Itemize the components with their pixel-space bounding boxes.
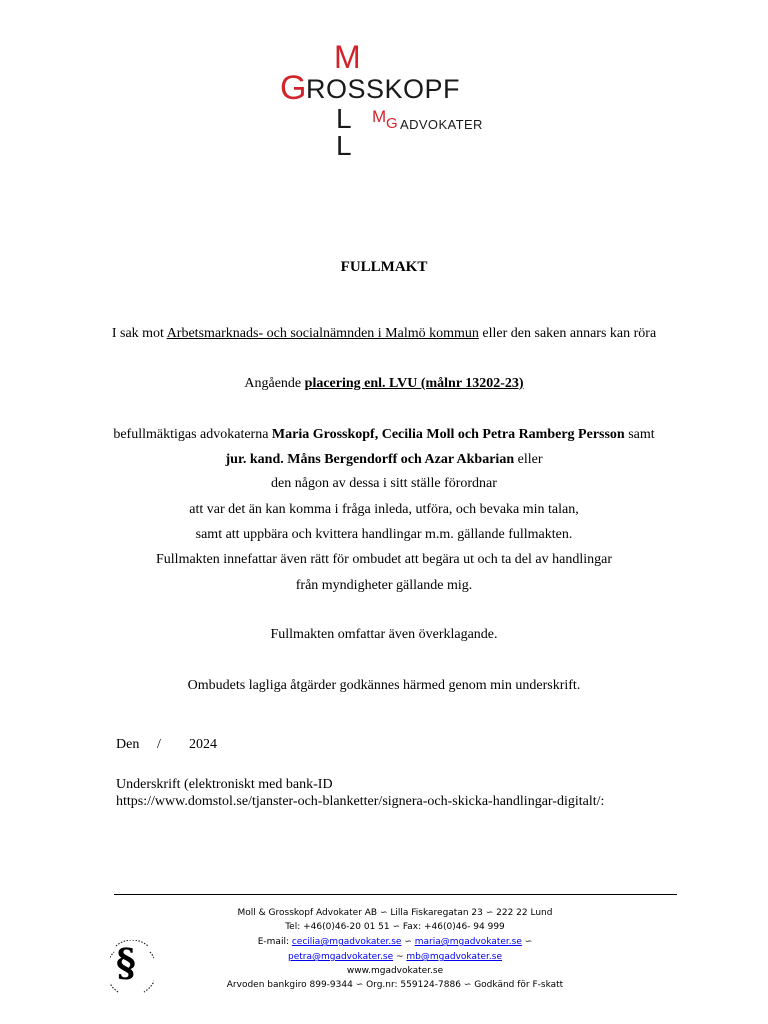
attorneys-suffix: samt [624, 427, 655, 442]
jurist-names: jur. kand. Måns Bergendorff och Azar Akbarian [225, 452, 515, 467]
logo-letter-g: G [280, 69, 307, 107]
footer-email-line-2 [200, 951, 590, 963]
logo-mg-g: G [386, 115, 398, 132]
seal-symbol: § [116, 940, 136, 985]
case-suffix: eller den saken annars kan röra [478, 326, 657, 341]
footer-website[interactable]: www.mgadvokater.se [346, 966, 444, 976]
line-documents-right: Fullmakten innefattar även rätt för ombudet att begära ut och ta del av handlingar [156, 552, 612, 567]
email-separator-1: ∽ [401, 937, 415, 947]
footer-address: Moll & Grosskopf Advokater AB ∽ Lilla Fiskaregatan 23 ∽ 222 22 Lund [237, 908, 553, 918]
matter-description: placering enl. LVU (målnr 13202-23) [304, 376, 524, 391]
email-separator-2: ∽ [521, 937, 533, 947]
date-year: 2024 [189, 737, 217, 752]
logo-rosskopf: ROSSKOPF [306, 74, 461, 104]
date-slash: / [157, 737, 161, 752]
email-petra-link[interactable]: petra@mgadvokater.se [287, 952, 394, 962]
bar-association-seal [110, 940, 154, 998]
jurists-suffix: eller [514, 452, 543, 467]
date-label: Den [116, 737, 140, 752]
case-prefix: I sak mot [111, 326, 167, 341]
signature-label: Underskrift (elektroniskt med bank-ID [116, 777, 333, 792]
line-attorneys [0, 427, 768, 443]
line-mandate: att var det än kan komma i fråga inleda, utföra, och bevaka min talan, [189, 502, 579, 517]
email-mb-link[interactable]: mb@mgadvokater.se [406, 952, 503, 962]
signature-url[interactable]: https://www.domstol.se/tjanster-och-blanketter/signera-och-skicka-handlingar-digitalt/: [116, 794, 605, 809]
line-substitute: den någon av dessa i sitt ställe förordnar [271, 476, 497, 491]
document-title: FULLMAKT [340, 259, 428, 275]
logo-letter-m: M [334, 39, 361, 75]
opposing-party: Arbetsmarknads- och socialnämnden i Malmö kommun [166, 326, 479, 341]
footer-email-line [200, 936, 590, 948]
logo-letter-l-1: L [336, 103, 352, 134]
footer-phone: Tel: +46(0)46-20 01 51 ∽ Fax: +46(0)46- 94 999 [285, 922, 505, 932]
email-maria-link[interactable]: maria@mgadvokater.se [414, 937, 522, 947]
footer-bank-info: Arvoden bankgiro 899-9344 ∽ Org.nr: 559124-7886 ∽ Godkänd för F-skatt [226, 980, 564, 990]
line-case-party [0, 326, 768, 342]
line-matter [0, 376, 768, 392]
attorneys-prefix: befullmäktigas advokaterna [113, 427, 272, 442]
email-separator-3: ~ [393, 952, 407, 962]
email-cecilia-link[interactable]: cecilia@mgadvokater.se [291, 937, 402, 947]
line-approval: Ombudets lagliga åtgärder godkännes härmed genom min underskrift. [187, 678, 581, 693]
line-authorities: från myndigheter gällande mig. [295, 578, 473, 593]
logo-letter-l-2: L [336, 130, 352, 161]
line-jurists [0, 452, 768, 468]
attorney-names: Maria Grosskopf, Cecilia Moll och Petra Ramberg Persson [271, 427, 625, 442]
email-label: E-mail: [257, 937, 292, 947]
footer-divider [114, 894, 677, 895]
matter-prefix: Angående [244, 376, 305, 391]
logo-advokater: ADVOKATER [400, 117, 483, 132]
company-logo [272, 40, 522, 160]
logo-mg-m: M [372, 107, 387, 126]
line-appeal: Fullmakten omfattar även överklagande. [270, 627, 498, 642]
line-receive: samt att uppbära och kvittera handlingar m.m. gällande fullmakten. [195, 527, 573, 542]
